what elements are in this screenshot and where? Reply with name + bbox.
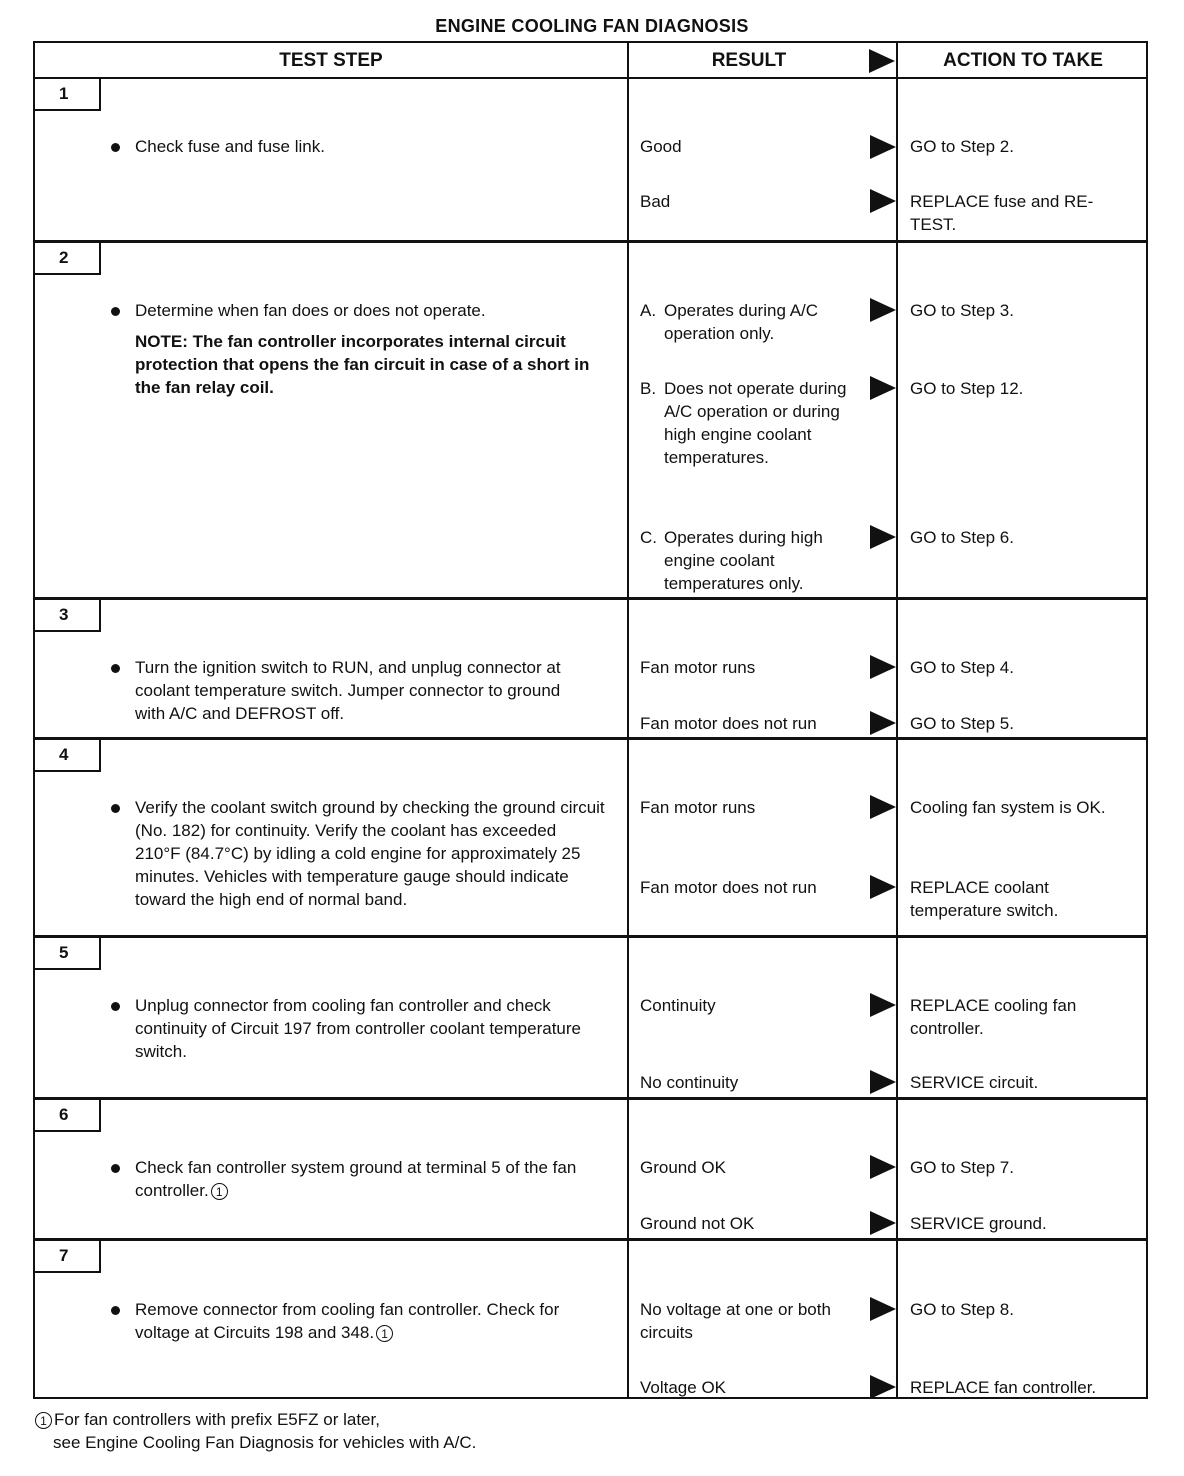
result-text: Fan motor runs [640, 798, 756, 817]
action-text: Cooling fan system is OK. [910, 798, 1106, 817]
bullet-icon [111, 804, 120, 813]
bullet-icon [111, 664, 120, 673]
result-text: No voltage at one or both circuits [640, 1300, 831, 1342]
bullet-icon [111, 1306, 120, 1315]
step-number: 2 [33, 241, 101, 275]
action-text: REPLACE fuse and RE-TEST. [910, 192, 1094, 234]
arrow-icon [870, 189, 896, 213]
bullet-icon [111, 1002, 120, 1011]
arrow-icon [870, 525, 896, 549]
step-description: Check fan controller system ground at terminal 5 of the fan controller. 1 [135, 1156, 605, 1202]
table-row [35, 938, 1146, 1100]
action-text: GO to Step 8. [910, 1300, 1014, 1319]
bullet-icon [111, 143, 120, 152]
result-text: A. Operates during A/C operation only. [640, 301, 819, 343]
step-description: Turn the ignition switch to RUN, and unplug connector at coolant temperature switch. Jumper connector to ground with A/C and DEFROST off. [135, 656, 595, 725]
table-row [35, 243, 1146, 600]
result-text: Ground not OK [640, 1214, 755, 1233]
result-text: B. Does not operate during A/C operation or during high engine coolant temperatures. [640, 379, 847, 467]
footnote-marker: 1 [376, 1325, 393, 1342]
action-text: SERVICE ground. [910, 1214, 1047, 1233]
header-action: ACTION TO TAKE [943, 50, 1103, 71]
header-test-step: TEST STEP [279, 50, 383, 71]
arrow-icon [870, 1211, 896, 1235]
arrow-icon [870, 135, 896, 159]
arrow-icon [870, 993, 896, 1017]
arrow-icon [870, 1375, 896, 1399]
action-text: GO to Step 6. [910, 528, 1014, 547]
arrow-icon [870, 1297, 896, 1321]
arrow-icon [870, 376, 896, 400]
result-text: Fan motor runs [640, 658, 756, 677]
table-row [35, 1241, 1146, 1397]
action-text: GO to Step 12. [910, 379, 1024, 398]
step-number: 1 [33, 77, 101, 111]
footnote-marker: 1 [35, 1412, 52, 1429]
result-text: No continuity [640, 1073, 739, 1092]
bullet-icon [111, 307, 120, 316]
result-text: Continuity [640, 996, 716, 1015]
page-title: ENGINE COOLING FAN DIAGNOSIS [435, 16, 749, 36]
result-text: C. Operates during high engine coolant temperatures only. [640, 528, 823, 593]
arrow-icon [869, 49, 895, 73]
arrow-icon [870, 795, 896, 819]
action-text: GO to Step 7. [910, 1158, 1014, 1177]
table-row [35, 600, 1146, 740]
step-number: 3 [33, 598, 101, 632]
step-description: Check fuse and fuse link. [135, 135, 605, 158]
header-result: RESULT [711, 50, 787, 71]
footnote: 1 For fan controllers with prefix E5FZ or later, see Engine Cooling Fan Diagnosis for vehicles with A/C. [35, 1408, 476, 1454]
step-number: 7 [33, 1239, 101, 1273]
result-text: Fan motor does not run [640, 714, 817, 733]
action-text: GO to Step 3. [910, 301, 1014, 320]
action-text: GO to Step 4. [910, 658, 1014, 677]
step-description: Remove connector from cooling fan controller. Check for voltage at Circuits 198 and 348. 1 [135, 1298, 605, 1344]
step-description: Unplug connector from cooling fan controller and check continuity of Circuit 197 from controller coolant temperature switch. [135, 994, 605, 1063]
arrow-icon [870, 655, 896, 679]
result-text: Bad [640, 192, 671, 211]
table-header [35, 43, 1146, 79]
result-text: Good [640, 137, 682, 156]
table-row [35, 740, 1146, 938]
action-text: REPLACE cooling fan controller. [910, 996, 1077, 1038]
step-description: Determine when fan does or does not operate. NOTE: The fan controller incorporates internal circuit protection that opens the fan circuit in case of a short in the fan relay coil. [135, 299, 605, 399]
action-text: REPLACE fan controller. [910, 1378, 1097, 1397]
step-note: NOTE: The fan controller incorporates internal circuit protection that opens the fan circuit in case of a short in the fan relay coil. [135, 332, 590, 397]
arrow-icon [870, 298, 896, 322]
footnote-marker: 1 [211, 1183, 228, 1200]
step-number: 5 [33, 936, 101, 970]
action-text: SERVICE circuit. [910, 1073, 1039, 1092]
step-number: 4 [33, 738, 101, 772]
action-text: GO to Step 2. [910, 137, 1014, 156]
result-text: Fan motor does not run [640, 878, 817, 897]
action-text: REPLACE coolant temperature switch. [910, 878, 1059, 920]
step-number: 6 [33, 1098, 101, 1132]
result-text: Ground OK [640, 1158, 726, 1177]
table-row [35, 1100, 1146, 1241]
arrow-icon [870, 711, 896, 735]
arrow-icon [870, 1070, 896, 1094]
table-row [35, 79, 1146, 243]
diagnosis-table [33, 41, 1148, 1399]
arrow-icon [870, 1155, 896, 1179]
action-text: GO to Step 5. [910, 714, 1014, 733]
bullet-icon [111, 1164, 120, 1173]
result-text: Voltage OK [640, 1378, 727, 1397]
step-description: Verify the coolant switch ground by checking the ground circuit (No. 182) for continuity. Verify the coolant has exceeded 210°F (84.7°C) by idling a cold engine for approximately 25 minutes. Vehicles with temperature gauge should indicate toward the high end of normal band. [135, 796, 605, 911]
arrow-icon [870, 875, 896, 899]
